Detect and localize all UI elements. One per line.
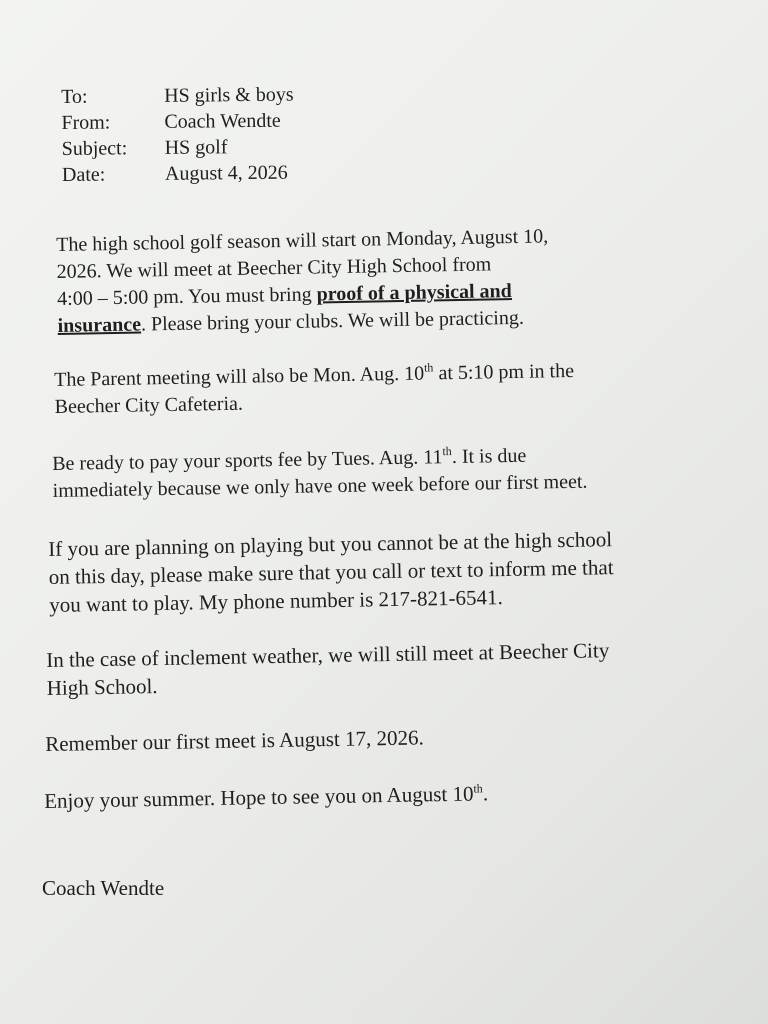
p4-line-1: If you are planning on playing but you cannot be at the high school [48,527,613,561]
p2-line-2: Beecher City Cafeteria. [54,392,244,418]
memo-header [61,82,295,188]
p7-line-1-text: Enjoy your summer. Hope to see you on August 10 [44,781,474,813]
subject-label: Subject: [61,137,128,160]
p7-line-1 [44,780,488,815]
to-value: HS girls & boys [164,83,294,107]
p2-line-1-text: The Parent meeting will also be Mon. Aug. 10 [54,362,425,391]
p3-line-1-text: Be ready to pay your sports fee by Tues. Aug. 11 [52,446,443,475]
p2-ordinal-suffix: th [423,360,434,375]
date-value: August 4, 2026 [164,161,288,185]
insurance-emphasis: insurance [57,313,142,337]
sports-fee-paragraph [52,442,588,505]
from-label: From: [61,111,111,134]
p4-line-2: on this day, please make sure that you call or text to inform me that [48,555,614,589]
p3-ordinal-suffix: th [442,444,452,459]
parent-meeting-paragraph [54,358,575,421]
p5-line-1: In the case of inclement weather, we will still meet at Beecher City [46,638,610,672]
p1-line-2: 2026. We will meet at Beecher City High School from [56,253,492,283]
from-value: Coach Wendte [164,109,281,133]
season-start-paragraph [56,223,550,340]
p4-line-3: you want to play. My phone number is 217-821-6541. [49,585,503,617]
signature: Coach Wendte [42,876,165,900]
from-row [61,108,294,136]
subject-value: HS golf [164,136,228,159]
subject-row [62,134,295,162]
p2-line-1-rest: at 5:10 pm in the [433,359,575,385]
p5-line-2: High School. [46,674,158,700]
p1-line-3-text: 4:00 – 5:00 pm. You must bring [56,283,317,310]
p1-line-1: The high school golf season will start on Monday, August 10, [56,225,549,256]
p6-line-1: Remember our first meet is August 17, 2026. [45,725,424,756]
closing-paragraph [44,780,488,815]
p3-line-1-rest: . It is due [451,444,527,469]
physical-proof-emphasis: proof of a physical and [316,280,513,306]
weather-paragraph [46,636,610,702]
date-label: Date: [61,163,106,186]
first-meet-paragraph [45,724,424,758]
p7-line-1-rest: . [482,781,489,806]
p3-line-2: immediately because we only have one week before our first meet. [52,470,588,502]
p1-line-4-text: . Please bring your clubs. We will be practicing. [140,306,525,336]
to-row [61,82,294,110]
date-row [62,160,295,188]
contact-paragraph [48,525,614,619]
to-label: To: [61,85,88,108]
p7-ordinal-suffix: th [473,781,483,796]
